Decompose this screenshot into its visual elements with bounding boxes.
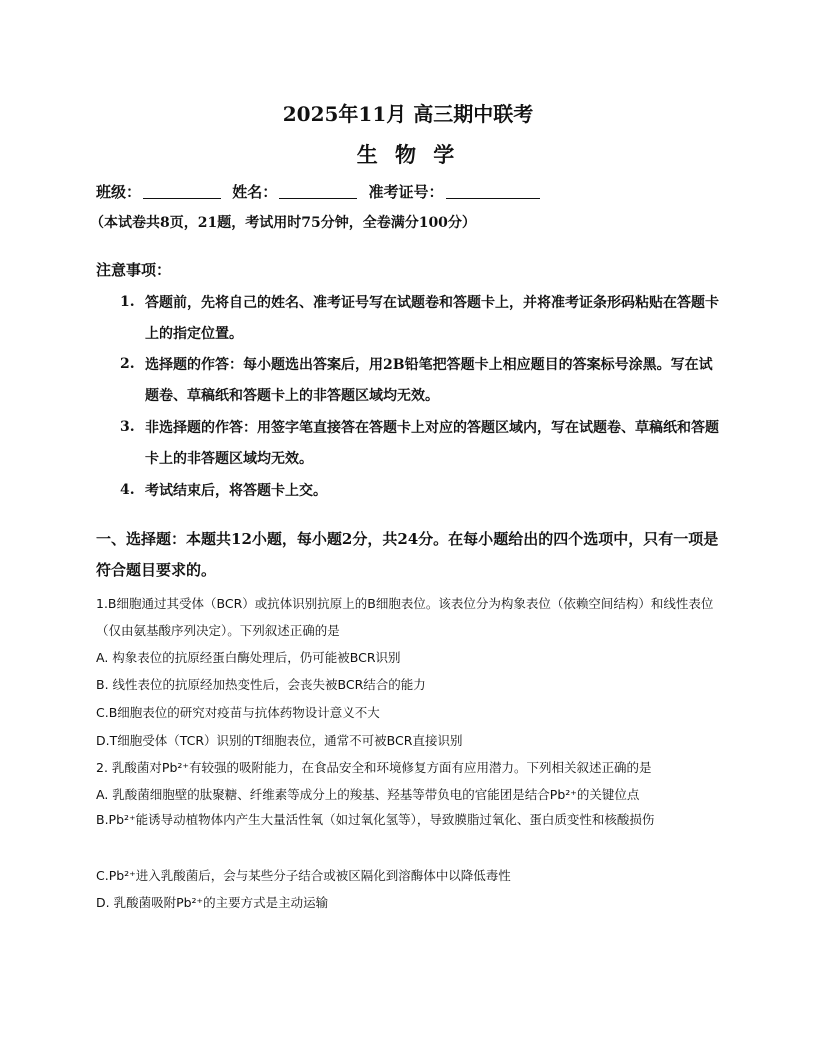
question-option: D.T细胞受体（TCR）识别的T细胞表位，通常不可被BCR直接识别 [96, 733, 463, 748]
question-stem: 1.B细胞通过其受体（BCR）或抗体识别抗原上的B细胞表位。该表位分为构象表位（依赖空间结构）和线性表位（仅由氨基酸序列决定）。下列叙述正确的是 [96, 596, 714, 638]
question-option: A. 构象表位的抗原经蛋白酶处理后，仍可能被BCR识别 [96, 650, 401, 665]
notice-item: 非选择题的作答：用签字笔直接答在答题卡上对应的答题区域内，写在试题卷、草稿纸和答题卡上的非答题区域均无效。 [145, 420, 719, 467]
question-option: C.B细胞表位的研究对疫苗与抗体药物设计意义不大 [96, 705, 380, 720]
notices-heading: 注意事项： [96, 261, 172, 279]
notice-item: 答题前，先将自己的姓名、准考证号写在试题卷和答题卡上，并将准考证条形码粘贴在答题卡上的指定位置。 [145, 295, 719, 342]
notice-item: 考试结束后，将答题卡上交。 [145, 483, 327, 499]
question-option: D. 乳酸菌吸附Pb²⁺的主要方式是主动运输 [96, 895, 329, 910]
class-label: 班级： [96, 183, 142, 201]
question-option: B. 线性表位的抗原经加热变性后，会丧失被BCR结合的能力 [96, 677, 426, 692]
student-info-row [96, 181, 546, 202]
name-blank [279, 184, 357, 199]
notice-number: 3. [120, 419, 135, 435]
class-blank [143, 184, 221, 199]
question-stem: 2. 乳酸菌对Pb²⁺有较强的吸附能力，在食品安全和环境修复方面有应用潜力。下列相关叙述正确的是 [96, 760, 652, 775]
notice-number: 1. [120, 294, 135, 310]
question-option: A. 乳酸菌细胞壁的肽聚糖、纤维素等成分上的羧基、羟基等带负电的官能团是结合Pb²⁺的关键位点 [96, 787, 640, 802]
subject-title: 生 物 学 [356, 142, 460, 167]
notice-item: 选择题的作答：每小题选出答案后，用2B铅笔把答题卡上相应题目的答案标号涂黑。写在试题卷、草稿纸和答题卡上的非答题区域均无效。 [145, 357, 713, 404]
id-blank [446, 184, 540, 199]
notice-number: 2. [120, 356, 135, 372]
exam-title: 2025年11月 高三期中联考 [282, 102, 534, 126]
question-option: C.Pb²⁺进入乳酸菌后，会与某些分子结合或被区隔化到溶酶体中以降低毒性 [96, 868, 511, 883]
question-option: B.Pb²⁺能诱导动植物体内产生大量活性氧（如过氧化氢等），导致膜脂过氧化、蛋白质变性和核酸损伤 [96, 812, 655, 827]
id-label: 准考证号： [368, 183, 444, 201]
name-label: 姓名： [232, 183, 278, 201]
exam-note: （本试卷共8页，21题，考试用时75分钟，全卷满分100分） [90, 215, 476, 231]
section-heading: 一、选择题：本题共12小题，每小题2分，共24分。在每小题给出的四个选项中，只有一项是符合题目要求的。 [96, 530, 719, 579]
notice-number: 4. [120, 482, 135, 498]
